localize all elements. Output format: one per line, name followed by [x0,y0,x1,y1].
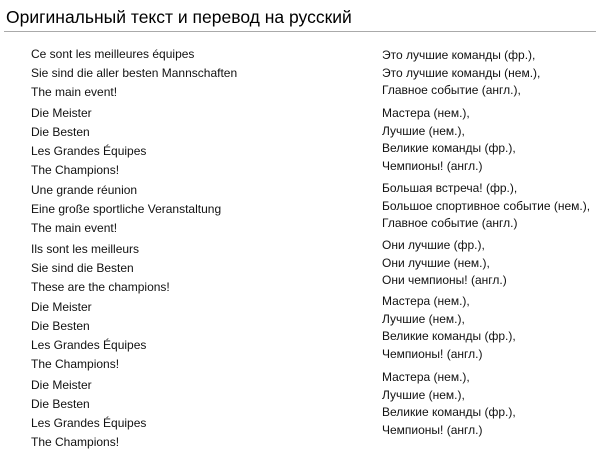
translation-line: Большое спортивное событие (нем.), [382,198,591,213]
lyric-line: Die Besten [31,397,90,411]
translation-line: Они лучшие (фр.), [382,238,485,252]
original-stanza-5 [31,298,361,374]
translation-line: Мастера (нем.), [382,294,470,308]
lyric-line: Eine große sportliche Veranstaltung [31,202,222,216]
lyric-line: The Champions! [31,435,120,449]
translation-line: Великие команды (фр.), [382,405,516,419]
lyric-line: Die Meister [31,378,92,392]
translation-stanza-2 [382,105,597,175]
lyric-line: Ce sont les meilleures équipes [31,47,195,61]
translation-line: Чемпионы! (англ.) [382,422,483,437]
translation-line: Это лучшие команды (нем.), [382,65,541,80]
original-stanza-3 [31,181,361,238]
translation-line: Мастера (нем.), [382,106,470,120]
translation-line: Большая встреча! (фр.), [382,181,518,195]
original-stanza-6 [31,376,361,452]
translation-line: Лучшие (нем.), [382,387,465,402]
lyric-line: The Champions! [31,163,120,177]
translation-stanza-5 [382,293,597,363]
title-divider [4,31,596,32]
translation-line: Главное событие (англ.) [382,216,518,230]
translation-line: Лучшие (нем.), [382,311,465,326]
lyric-line: Les Grandes Équipes [31,416,147,430]
lyric-line: The main event! [31,221,118,235]
lyric-line: Les Grandes Équipes [31,338,147,352]
lyric-line: Die Meister [31,300,92,314]
translation-stanza-3 [382,180,597,233]
translation-line: Великие команды (фр.), [382,141,516,155]
translation-stanza-6 [382,369,597,439]
lyric-line: Die Besten [31,125,90,139]
translation-line: Они чемпионы! (англ.) [382,273,507,287]
translation-line: Главное событие (англ.), [382,83,521,97]
translation-line: Чемпионы! (англ.) [382,346,483,361]
translation-stanza-1 [382,47,597,100]
lyric-line: The main event! [31,85,118,99]
translation-line: Великие команды (фр.), [382,329,516,343]
lyric-line: Une grande réunion [31,183,138,197]
lyric-line: Die Besten [31,319,90,333]
original-stanza-2 [31,104,361,180]
lyric-line: Die Meister [31,106,92,120]
translation-line: Чемпионы! (англ.) [382,158,483,173]
translation-stanza-4 [382,237,597,290]
original-stanza-4 [31,240,361,297]
lyric-line: Ils sont les meilleurs [31,242,140,256]
translation-line: Они лучшие (нем.), [382,255,490,270]
lyric-line: Les Grandes Équipes [31,144,147,158]
lyric-line: The Champions! [31,357,120,371]
lyric-line: Sie sind die Besten [31,261,134,275]
translation-line: Лучшие (нем.), [382,123,465,138]
translation-line: Это лучшие команды (фр.), [382,48,536,62]
translation-line: Мастера (нем.), [382,370,470,384]
page-title: Оригинальный текст и перевод на русский [6,7,352,27]
lyric-line: These are the champions! [31,280,170,294]
original-stanza-1 [31,45,361,102]
lyric-line: Sie sind die aller besten Mannschaften [31,66,238,80]
